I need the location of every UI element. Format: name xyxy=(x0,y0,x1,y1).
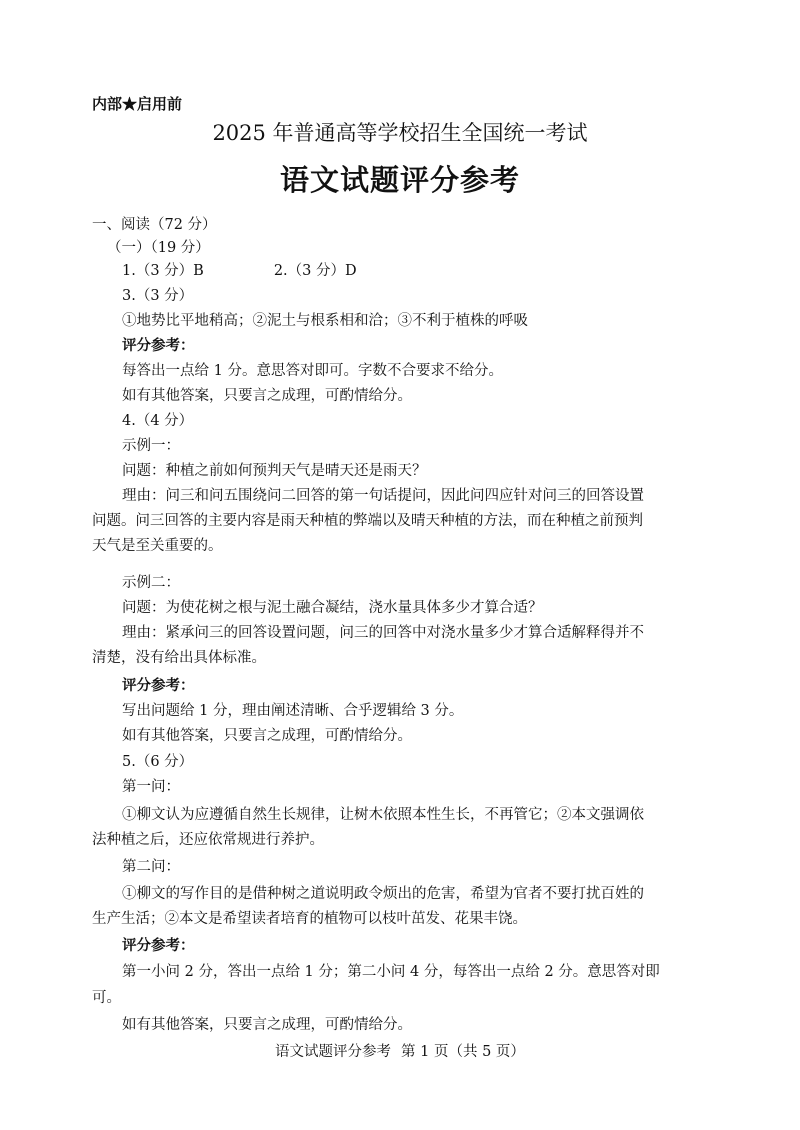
footer-doc-name: 语文试题评分参考 xyxy=(275,1044,392,1060)
q5-scoring-title: 评分参考： xyxy=(122,937,195,954)
q5-scoring-line: 第一小问 2 分，答出一点给 1 分；第二小问 4 分，每答出一点给 2 分。意思答对即 xyxy=(122,964,660,980)
q3-label: 3.（3 分） xyxy=(122,288,194,304)
q5-answer-line: 生产生活；②本文是希望读者培育的植物可以枝叶茁发、花果丰饶。 xyxy=(92,911,527,927)
exam-title: 2025 年普通高等学校招生全国统一考试 xyxy=(212,121,588,145)
q4-example-reason: 天气是至关重要的。 xyxy=(92,538,223,554)
q4-example-question: 问题：种植之前如何预判天气是晴天还是雨天？ xyxy=(122,463,427,479)
q4-example-reason: 理由：问三和问五围绕问二回答的第一句话提问，因此问四应针对问三的回答设置 xyxy=(122,488,644,504)
page-title: 语文试题评分参考 xyxy=(279,163,520,197)
q3-answer: ①地势比平地稍高；②泥土与根系相和洽；③不利于植株的呼吸 xyxy=(122,313,528,329)
answer-row-1-2 xyxy=(122,259,742,283)
q4-example-reason: 理由：紧承问三的回答设置问题，问三的回答中对浇水量多少才算合适解释得并不 xyxy=(122,625,644,641)
q4-example-reason: 问题。问三回答的主要内容是雨天种植的弊端以及晴天种植的方法，而在种植之前预判 xyxy=(92,513,643,529)
q5-answer-line: ①柳文认为应遵循自然生长规律，让树木依照本性生长，不再管它；②本文强调依 xyxy=(122,807,644,823)
q3-scoring-line: 如有其他答案，只要言之成理，可酌情给分。 xyxy=(122,388,412,404)
q5-subquestion: 第一问： xyxy=(122,779,180,795)
page-footer xyxy=(0,1040,800,1064)
q4-scoring-line: 如有其他答案，只要言之成理，可酌情给分。 xyxy=(122,728,412,744)
q4-scoring-line: 写出问题给 1 分，理由阐述清晰、合乎逻辑给 3 分。 xyxy=(122,703,464,719)
footer-page-info: 第 1 页（共 5 页） xyxy=(401,1044,525,1060)
q5-subquestion: 第二问： xyxy=(122,859,180,875)
q3-scoring-line: 每答出一点给 1 分。意思答对即可。字数不合要求不给分。 xyxy=(122,363,503,379)
q5-scoring-line: 可。 xyxy=(92,990,121,1006)
q4-scoring-title: 评分参考： xyxy=(122,677,195,694)
q4-example-question: 问题：为使花树之根与泥土融合凝结，浇水量具体多少才算合适？ xyxy=(122,600,543,616)
q5-answer-line: 法种植之后，还应依常规进行养护。 xyxy=(92,832,324,848)
q5-scoring-line: 如有其他答案，只要言之成理，可酌情给分。 xyxy=(122,1017,412,1033)
q4-example-reason: 清楚，没有给出具体标准。 xyxy=(92,650,266,666)
part-title: （一）（19 分） xyxy=(107,240,210,256)
q4-example-label: 示例二： xyxy=(122,575,180,591)
confidential-mark: 内部★启用前 xyxy=(92,95,183,113)
q1-answer: 1.（3 分）B xyxy=(122,263,204,279)
q5-answer-line: ①柳文的写作目的是借种树之道说明政令烦出的危害，希望为官者不要打扰百姓的 xyxy=(122,886,644,902)
q2-answer: 2.（3 分）D xyxy=(273,263,357,279)
section-title: 一、阅读（72 分） xyxy=(92,217,217,233)
q3-scoring-title: 评分参考： xyxy=(122,337,195,354)
q5-label: 5.（6 分） xyxy=(122,754,194,770)
q4-example-label: 示例一： xyxy=(122,438,180,454)
q4-label: 4.（4 分） xyxy=(122,413,194,429)
